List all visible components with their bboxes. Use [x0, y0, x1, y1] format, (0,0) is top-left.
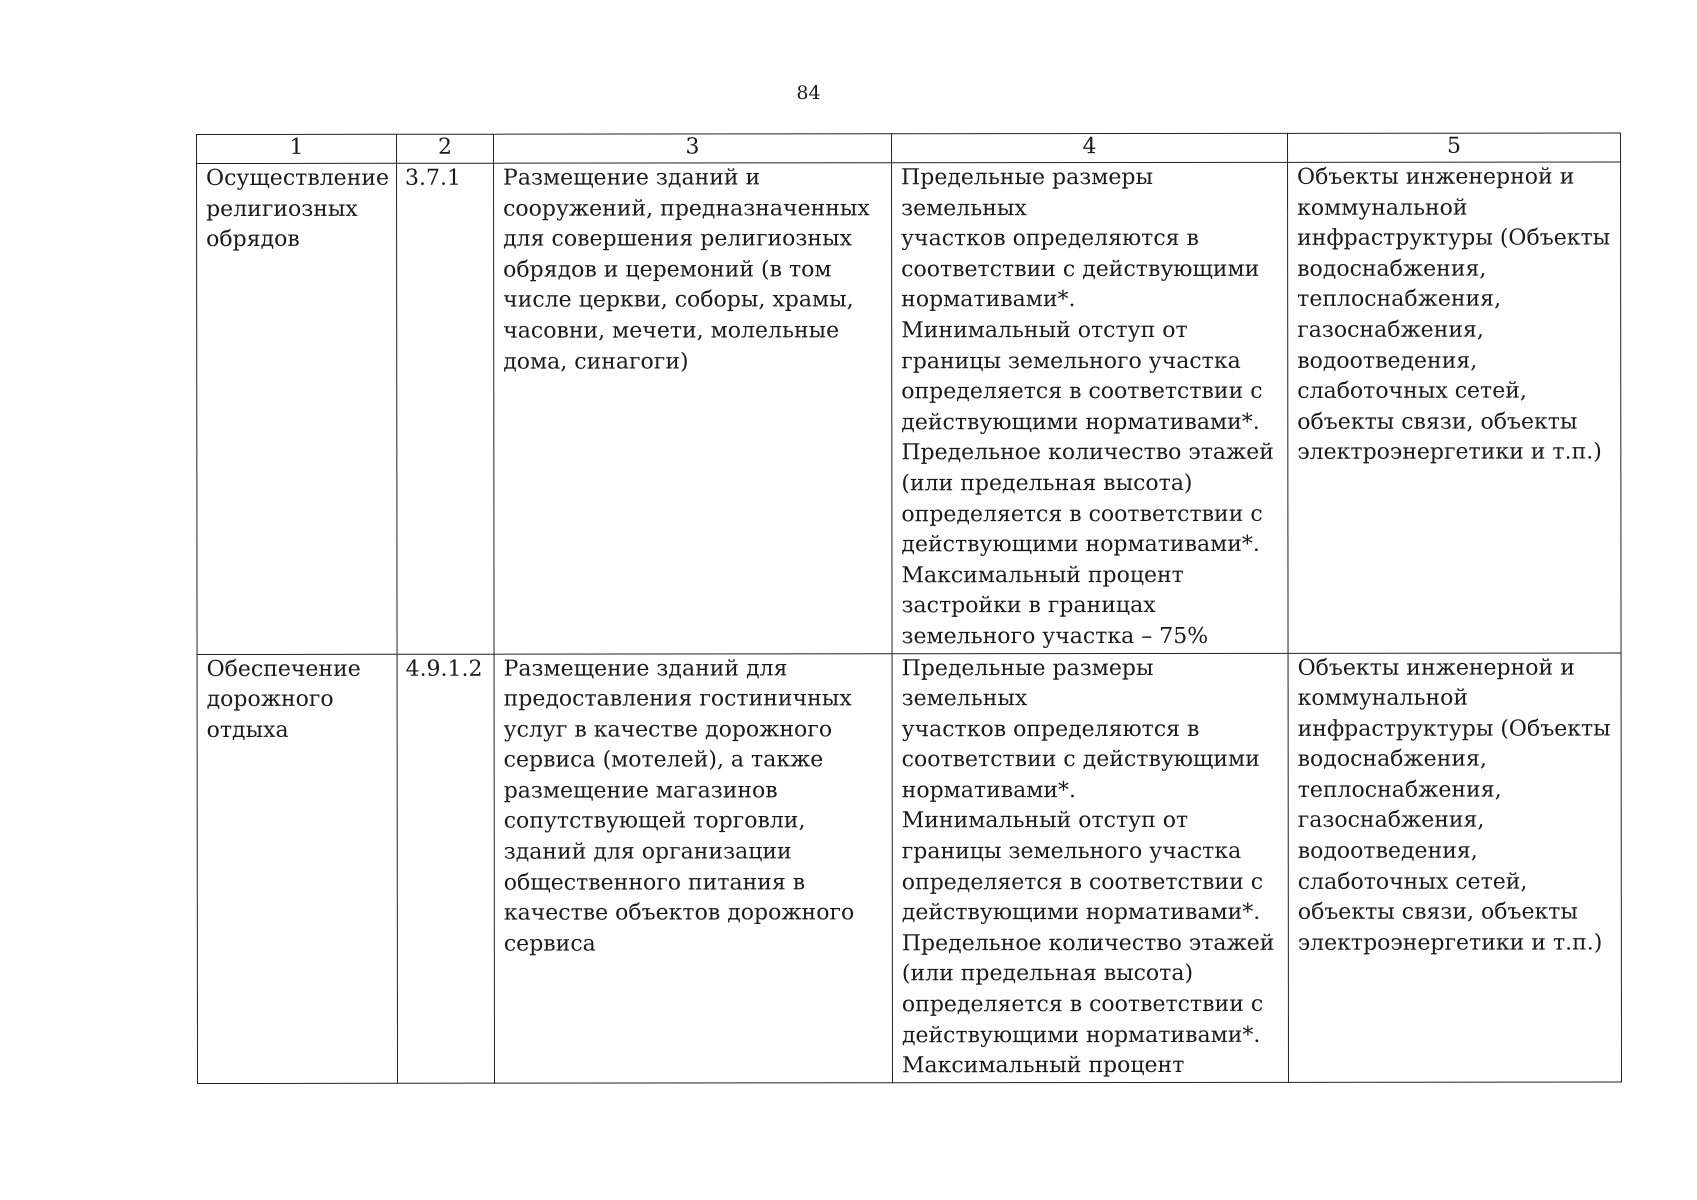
column-header-3: 3: [494, 134, 892, 163]
table-row: [197, 162, 1622, 654]
use-type-description: Размещение зданий для предоставления гостиничных услуг в качестве дорожного сервиса (мотелей), а также размещение магазинов сопутствующей торговли, зданий для организации общественного питания в качестве объектов дорожного сервиса: [494, 653, 892, 1083]
page-number: 84: [796, 82, 821, 104]
column-header-1: 1: [197, 134, 397, 163]
column-header-4: 4: [892, 133, 1288, 162]
land-use-table: [196, 133, 1622, 1084]
limit-parameters: Предельные размеры земельных участков определяются в соответствии с действующими нормативами*. Минимальный отступ от границы земельного участка определяется в соответствии с действующими нормативами*. Предельное количество этажей (или предельная высота) определяется в соответствии с действующими нормативами*. Максимальный процент: [892, 653, 1288, 1083]
use-type-name: Обеспечение дорожного отдыха: [197, 654, 397, 1084]
auxiliary-uses: Объекты инженерной и коммунальной инфраструктуры (Объекты водоснабжения, теплоснабжения, газоснабжения, водоотведения, слаботочных сетей, объекты связи, объекты электроэнергетики и т.п.): [1288, 653, 1621, 1083]
column-header-5: 5: [1287, 133, 1620, 162]
use-type-code: 4.9.1.2: [397, 654, 494, 1083]
table-row: [197, 653, 1621, 1084]
use-type-code: 3.7.1: [397, 163, 495, 654]
limit-parameters: Предельные размеры земельных участков определяются в соответствии с действующими нормативами*. Минимальный отступ от границы земельного участка определяется в соответствии с действующими нормативами*. Предельное количество этажей (или предельная высота) определяется в соответствии с действующими нормативами*. Максимальный процент застройки в границах земельного участка – 75%: [892, 162, 1289, 653]
use-type-name: Осуществление религиозных обрядов: [197, 163, 398, 654]
column-header-2: 2: [397, 134, 494, 163]
table-header-row: [197, 133, 1621, 163]
auxiliary-uses: Объекты инженерной и коммунальной инфраструктуры (Объекты водоснабжения, теплоснабжения, газоснабжения, водоотведения, слаботочных сетей, объекты связи, объекты электроэнергетики и т.п.): [1288, 162, 1622, 653]
use-type-description: Размещение зданий и сооружений, предназначенных для совершения религиозных обрядов и церемоний (в том числе церкви, соборы, храмы, часовни, мечети, молельные дома, синагоги): [494, 163, 893, 654]
